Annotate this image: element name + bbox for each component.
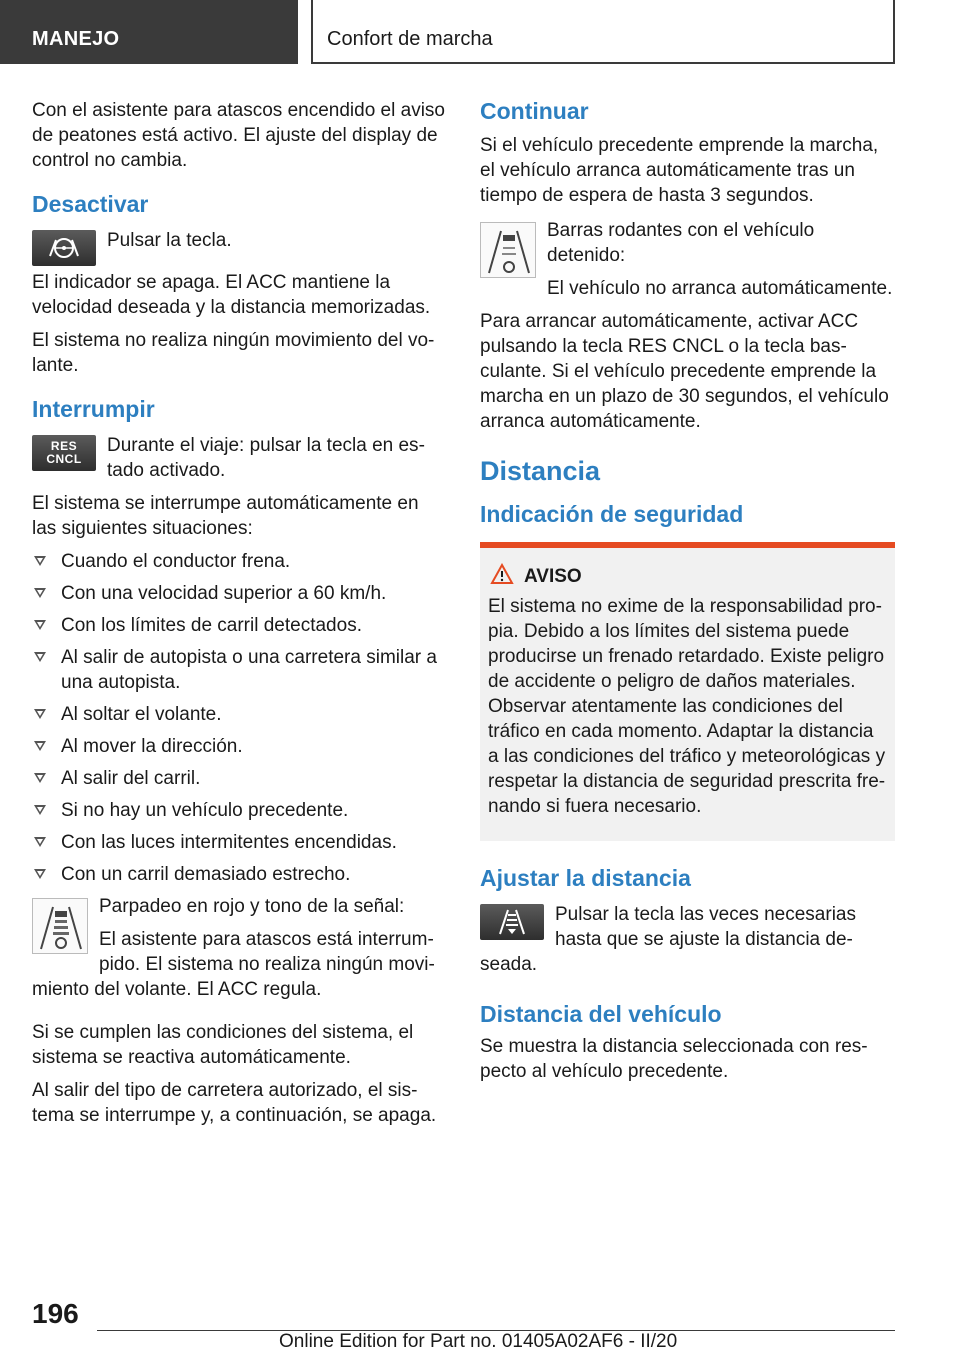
heading-interrumpir: Interrumpir: [32, 396, 155, 422]
list-item: Con una velocidad superior a 60 km/h.: [32, 581, 448, 606]
heading-continuar: Continuar: [480, 98, 589, 124]
triangle-bullet-icon: [34, 773, 46, 783]
triangle-bullet-icon: [34, 652, 46, 662]
display-symbol-row-left: [32, 894, 448, 1002]
right-display-text-3: Para arrancar automáticamente, activar ACC pulsando la tecla RES CNCL o la tecla basculante. Si el vehículo precedente emprende la marcha en un plazo de 30 segundos, el vehículo arranca automáticamente.: [480, 311, 889, 432]
vehiculo-text: Se muestra la distancia seleccionada con respecto al vehículo precedente.: [480, 1036, 868, 1082]
res-cncl-key-icon: RES CNCL: [32, 435, 96, 471]
list-item: Cuando el conductor frena.: [32, 549, 448, 574]
display-text-2: El asistente para atascos está interrumpido. El sistema no realiza ningún movimiento del volante. El ACC regula.: [32, 929, 435, 1000]
ajustar-text: Pulsar la tecla las veces necesarias hasta que se ajuste la distancia deseada.: [480, 904, 856, 975]
road-type-paragraph: Al salir del tipo de carretera autorizado, el sistema se interrumpe y, a continuación, se apaga.: [32, 1080, 437, 1126]
triangle-bullet-icon: [34, 805, 46, 815]
desactivar-key-row: [32, 228, 448, 270]
heading-ajustar-distancia: Ajustar la distancia: [480, 865, 691, 891]
list-item: Al salir de autopista o una carretera similar a una autopista.: [32, 645, 448, 695]
heading-distancia: Distancia: [480, 456, 601, 486]
heading-indicacion-seguridad: Indicación de seguridad: [480, 501, 744, 527]
header-chapter: Confort de marcha: [311, 0, 895, 64]
list-item: Si no hay un vehículo precedente.: [32, 798, 448, 823]
header-section: MANEJO: [0, 0, 298, 64]
left-column: [32, 98, 448, 1136]
interrumpir-key-text: Durante el viaje: pulsar la tecla en estado activado.: [107, 435, 425, 481]
interrumpir-key-row: [32, 433, 448, 491]
desactivar-key-text: Pulsar la tecla.: [107, 230, 232, 251]
list-item: Con un carril demasiado estrecho.: [32, 862, 448, 887]
heading-desactivar: Desactivar: [32, 191, 149, 217]
continuar-paragraph: Si el vehículo precedente emprende la marcha, el vehículo arranca automáticamente tras un tiempo de espera de hasta 3 segundos.: [480, 135, 879, 206]
triangle-bullet-icon: [34, 556, 46, 566]
ajustar-key-row: [480, 902, 895, 977]
distance-key-icon: [480, 904, 544, 940]
right-column: [480, 98, 895, 1092]
interruption-list: [32, 549, 448, 887]
triangle-bullet-icon: [34, 869, 46, 879]
display-symbol-row-right: [480, 218, 895, 434]
triangle-bullet-icon: [34, 709, 46, 719]
interrumpir-paragraph: El sistema se interrumpe automáticamente en las siguientes situaciones:: [32, 493, 419, 539]
list-item: Al soltar el volante.: [32, 702, 448, 727]
right-display-text-1: Barras rodantes con el vehículo detenido:: [547, 220, 815, 266]
rolling-bars-display-icon: [480, 222, 536, 278]
page-number: 196: [32, 1298, 79, 1329]
right-display-text-2: El vehículo no arranca automáticamente.: [547, 278, 893, 299]
heading-distancia-vehiculo: Distancia del vehículo: [480, 1001, 722, 1027]
list-item: Al mover la dirección.: [32, 734, 448, 759]
list-item: Con las luces intermitentes encendidas.: [32, 830, 448, 855]
list-item: Con los límites de carril detectados.: [32, 613, 448, 638]
reactivation-paragraph: Si se cumplen las condiciones del sistema, el sistema se reactiva automáticamente.: [32, 1022, 414, 1068]
desactivar-paragraph-2: El sistema no realiza ningún movimiento del volante.: [32, 330, 435, 376]
display-text-1: Parpadeo en rojo y tono de la señal:: [99, 896, 405, 917]
intro-paragraph: Con el asistente para atascos encendido el aviso de peatones está activo. El ajuste del display de control no cambia.: [32, 100, 445, 171]
triangle-bullet-icon: [34, 620, 46, 630]
warning-title: AVISO: [524, 566, 887, 588]
triangle-bullet-icon: [34, 741, 46, 751]
warning-triangle-icon: [490, 563, 514, 585]
triangle-bullet-icon: [34, 837, 46, 847]
lane-assist-display-icon: [32, 898, 88, 954]
warning-box: [480, 542, 895, 841]
steering-assist-key-icon: [32, 230, 96, 266]
list-item: Al salir del carril.: [32, 766, 448, 791]
footer-edition: Online Edition for Part no. 01405A02AF6 - II/20: [279, 1331, 678, 1352]
desactivar-paragraph-1: El indicador se apaga. El ACC mantiene la velocidad deseada y la distancia memorizadas.: [32, 272, 431, 318]
warning-text: El sistema no exime de la responsabilidad propia. Debido a los límites del sistema puede producirse un frenado retardado. Existe peligro de accidente o peligro de daños materiales. Observar atentamente las condiciones del tráfico en cada momento. Adaptar la distancia a las condiciones del tráfico y meteorológicas y respetar la distancia de seguridad prescrita frenando si fuera necesario.: [488, 596, 886, 817]
triangle-bullet-icon: [34, 588, 46, 598]
